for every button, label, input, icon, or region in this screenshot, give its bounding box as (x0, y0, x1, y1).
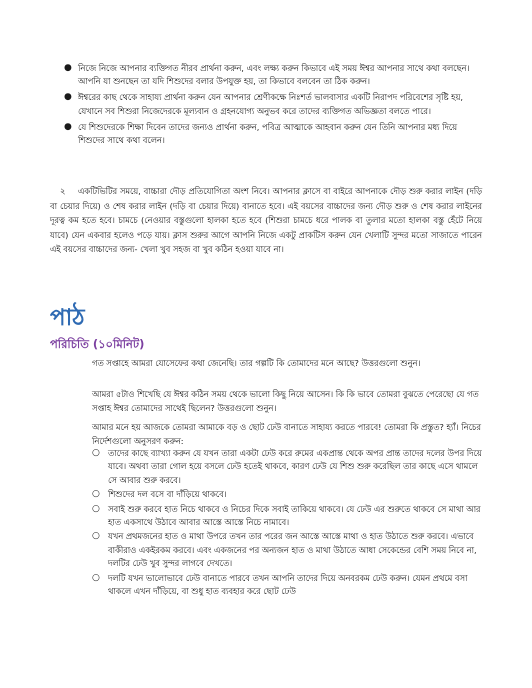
circle-bullet-icon: ○ (92, 503, 100, 514)
bullet-text: যে শিশুদেরকে শিক্ষা দিবেন তাদের জন্যও প্রার্থনা করুন, পবিত্র আত্মাকে আহবান করুন যেন তিনি আপনার মধ্য দিয়ে শিশুদের সাথে কথা বলেন। (78, 121, 458, 146)
list-item (92, 488, 484, 501)
bullet-text: নিজে নিজে আপনার ব্যক্তিগত নীরব প্রার্থনা করুন, এবং লক্ষ্য করুন কিভাবে এই সময় ঈশ্বর আপনার সাথে কথা বলছেন। আপনি যা শুনছেন তা যদি শিশুদের বলার উপযুক্ত হয়, তা কিভাবে বলবেন তা ঠিক করুন। (78, 63, 470, 87)
section-title: পাঠ (50, 305, 85, 331)
bullet-dot-icon: ● (64, 63, 72, 73)
intro-paragraph: গত সপ্তাহে আমরা যোসেফের কথা জেনেছি। তার গল্পটি কি তোমাদের মনে আছে? উত্তরগুলো শুনুন। (92, 358, 421, 368)
step-text: যখন প্রথমজনের হাত ও মাথা উপরে তখন তার পরের জন আস্তে আস্তে মাথা ও হাত উঠাতে শুরু করবে। এভাবে বাকীরাও একইরকম করবে। এবং একজনের পর অন্যজন হাত ও মাথা উঠাতে আধা সেকেন্ডের বেশি সময় নিবে না, দলটির ঢেউ খুব সুন্দর লাগবে দেখতে। (108, 531, 477, 569)
circle-bullet-icon: ○ (92, 448, 100, 458)
list-item (64, 62, 478, 88)
bullet-text: ঈশ্বরের কাছ থেকে সাহায্য প্রার্থনা করুন যেন আপনার শ্রেণীকক্ষে নিঃশর্ত ভালবাসার একটি নিরাপদ পরিবেশের সৃষ্টি হয়, যেখানে সব শিশুরা নিজেদেরকে মূল্যবান ও গ্রহনযোগ্য অনুভব করে তাদের ব্যক্তিগত অভিজ্ঞতা বলতে পারে। (78, 92, 464, 116)
list-item (64, 121, 478, 147)
step-text: সবাই শুরু করবে হাত নিচে থাকবে ও নিচের দিকে সবাই তাকিয়ে থাকবে। যে ঢেউ এর শুরুতে থাকবে সে মাথা আর হাত একসাথে উঠাবে আবার আস্তে আস্তে নিচে নামাবে। (108, 503, 481, 528)
list-item (92, 530, 484, 570)
list-item (64, 91, 478, 117)
list-item (92, 447, 484, 487)
list-item (92, 572, 484, 599)
circle-bullet-icon: ○ (92, 489, 100, 500)
bullet-dot-icon: ● (64, 121, 72, 132)
circle-bullet-icon: ○ (92, 531, 100, 542)
circle-bullet-icon: ○ (92, 572, 100, 583)
bullet-dot-icon: ● (64, 92, 72, 103)
step-text: শিশুদের দল বসে বা দাঁড়িয়ে থাকবে। (108, 489, 227, 500)
subsection-title: পরিচিতি (১০মিনিট) (50, 337, 145, 351)
step-text: তাদের কাছে ব্যাখ্যা করুন যে যখন তারা একটা ঢেউ করে রুমের একপ্রান্ত থেকে অপর প্রান্ত তাদের দলের উপর দিয়ে যাবে। অথবা তারা গোল হয়ে বসলে ঢেউ হতেই থাকবে, কারণ ঢেউ যে শিশু শুরু করেছিল তার কাছে এসে থামলে সে আবার শুরু করবে। (108, 448, 482, 485)
activity-number: ২ (60, 186, 66, 196)
step-text: দলটি যখন ভালোভাবে ঢেউ বানাতে পারবে তখন আপনি তাদের দিয়ে অনবরকম ঢেউ করুন। যেমন প্রথমে বসা থাকলে এখন দাঁড়িয়ে, বা শুধু হাত ব্যবহার করে ছোট ঢেউ (108, 572, 468, 597)
intro-paragraph: আমার মনে হয় আজকে তোমরা আমাকে বড় ও ছোট ঢেউ বানাতে সাহায্য করতে পারবে! তোমরা কি প্রস্তুত? হ্যাঁ। নিচের নির্দেশগুলো অনুসরণ করুন: (92, 422, 481, 447)
activity-text: একটিভিটির সময়ে, বাচ্চারা দৌড় প্রতিযোগিতা অংশ নিবে। আপনার ক্লাসে বা বাইরে আপনাকে দৌড় শুরু করার লাইন (দড়ি বা চেয়ার দিয়ে) ও শেষ করার লাইন (দড়ি বা চেয়ার দিয়ে) বানাতে হবে। এই বয়সের বাচ্চাদের জন্য দৌড় শুরু ও শেষ করার লাইনের দূরত্ব কম হতে হবে। চামচে (নেওয়ার বস্তুগুলো হালকা হতে হবে (শিশুরা চামচে ধরে পালক বা তুলার মতো হালকা বস্তু হেঁটে নিয়ে যাবে) যেন একবার হলেও পড়ে যায়। ক্লাস শুরুর আগে আপনি নিজে একটু প্রাকটিস করুন যেন খেলাটি সুন্দর মতো সাজাতে পারেন এই বয়সের বাচ্চাদের জন্য- খেলা খুব সহজ বা খুব কঠিন হওয়া যাবে না। (50, 186, 482, 255)
preparation-bullet-list (64, 62, 478, 150)
list-item (92, 503, 484, 530)
steps-list (92, 447, 484, 599)
activity-paragraph (50, 184, 482, 257)
intro-paragraph: আমরা ৫টাও শিখেছি যে ঈশ্বর কঠিন সময় থেকে ভালো কিছু নিয়ে আসেন। কি কি ভাবে তোমরা বুঝতে পেরেছো যে গত সপ্তাহ ঈশ্বর তোমাদের সাথেই ছিলেন? উত্তরগুলো শুনুন। (92, 389, 479, 414)
